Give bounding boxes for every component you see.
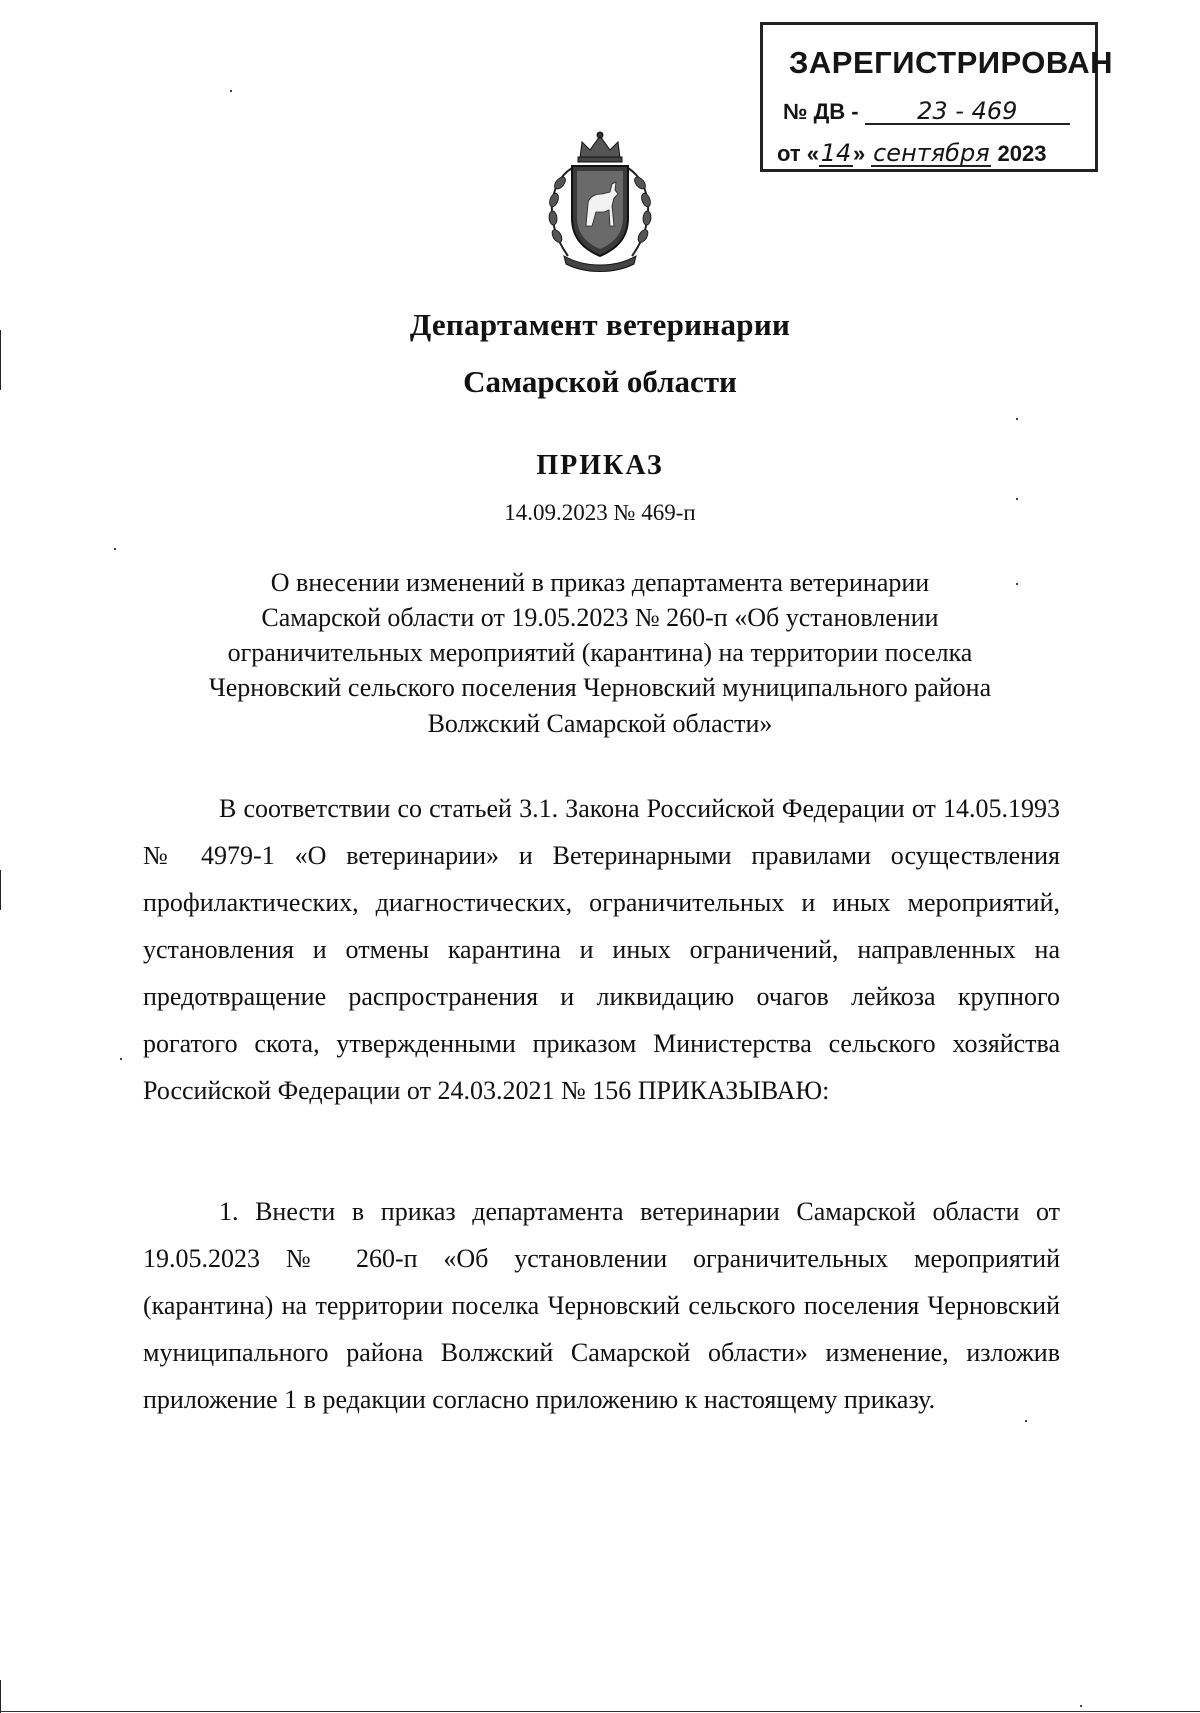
stamp-title: ЗАРЕГИСТРИРОВАН xyxy=(789,45,1114,80)
subject-line: ограничительных мероприятий (карантина) на территории поселка xyxy=(227,638,973,667)
scan-speck xyxy=(1016,498,1018,500)
scan-edge-mark xyxy=(0,870,1,910)
scan-bottom-edge xyxy=(0,1711,1200,1712)
scan-speck xyxy=(114,548,116,550)
stamp-date-mid: » xyxy=(853,141,866,166)
scan-speck xyxy=(1025,1420,1027,1422)
body-paragraph: В соответствии со статьей 3.1. Закона Российской Федерации от 14.05.1993 № 4979-1 «О ветеринарии» и Ветеринарными правилами осуществления профилактических, диагностических, ограничительных и иных мероприятий, установления и отмены карантина и иных ограничений, направленных на предотвращение распространения и ликвидацию очагов лейкоза крупного рогатого скота, утвержденными приказом Министерства сельского хозяйства Российской Федерации от 24.03.2021 № 156 ПРИКАЗЫВАЮ: xyxy=(143,794,1060,1105)
subject-line: Черновский сельского поселения Черновский муниципального района xyxy=(208,673,992,702)
stamp-date-month: сентября xyxy=(873,139,990,167)
body-paragraph: 1. Внести в приказ департамента ветеринарии Самарской области от 19.05.2023 № 260-п «Об установлении ограничительных мероприятий (карантина) на территории поселка Черновский сельского поселения Черновский муниципального района Волжский Самарской области» изменение, изложив приложение 1 в редакции согласно приложению к настоящему приказу. xyxy=(143,1197,1060,1414)
stamp-date-row xyxy=(777,141,1097,167)
stamp-date-day: 14 xyxy=(820,139,852,167)
subject-line: О внесении изменений в приказ департамента ветеринарии xyxy=(270,568,930,597)
scan-edge-mark xyxy=(0,330,1,390)
scan-speck xyxy=(1016,418,1018,420)
scan-speck xyxy=(1080,1705,1082,1707)
scan-edge-mark xyxy=(0,1680,1,1713)
department-region: Самарской области xyxy=(463,364,737,399)
registration-stamp xyxy=(760,22,1114,172)
department-name: Департамент ветеринарии xyxy=(409,307,791,342)
document-date-number: 14.09.2023 № 469-п xyxy=(504,500,696,525)
stamp-date-prefix: от « xyxy=(777,141,820,166)
stamp-number-value: 23 - 469 xyxy=(865,99,1070,125)
stamp-date-year: 2023 xyxy=(997,141,1047,166)
document-type: ПРИКАЗ xyxy=(536,450,664,481)
scan-speck xyxy=(230,90,232,92)
scan-speck xyxy=(120,1058,122,1060)
scan-speck xyxy=(1016,583,1018,585)
stamp-number-prefix: № ДВ - xyxy=(783,99,859,124)
subject-line: Самарской области от 19.05.2023 № 260-п «Об установлении xyxy=(261,603,939,632)
subject-line: Волжский Самарской области» xyxy=(427,709,773,738)
samara-coat-of-arms-icon xyxy=(530,128,670,278)
stamp-number-row xyxy=(783,99,1088,125)
